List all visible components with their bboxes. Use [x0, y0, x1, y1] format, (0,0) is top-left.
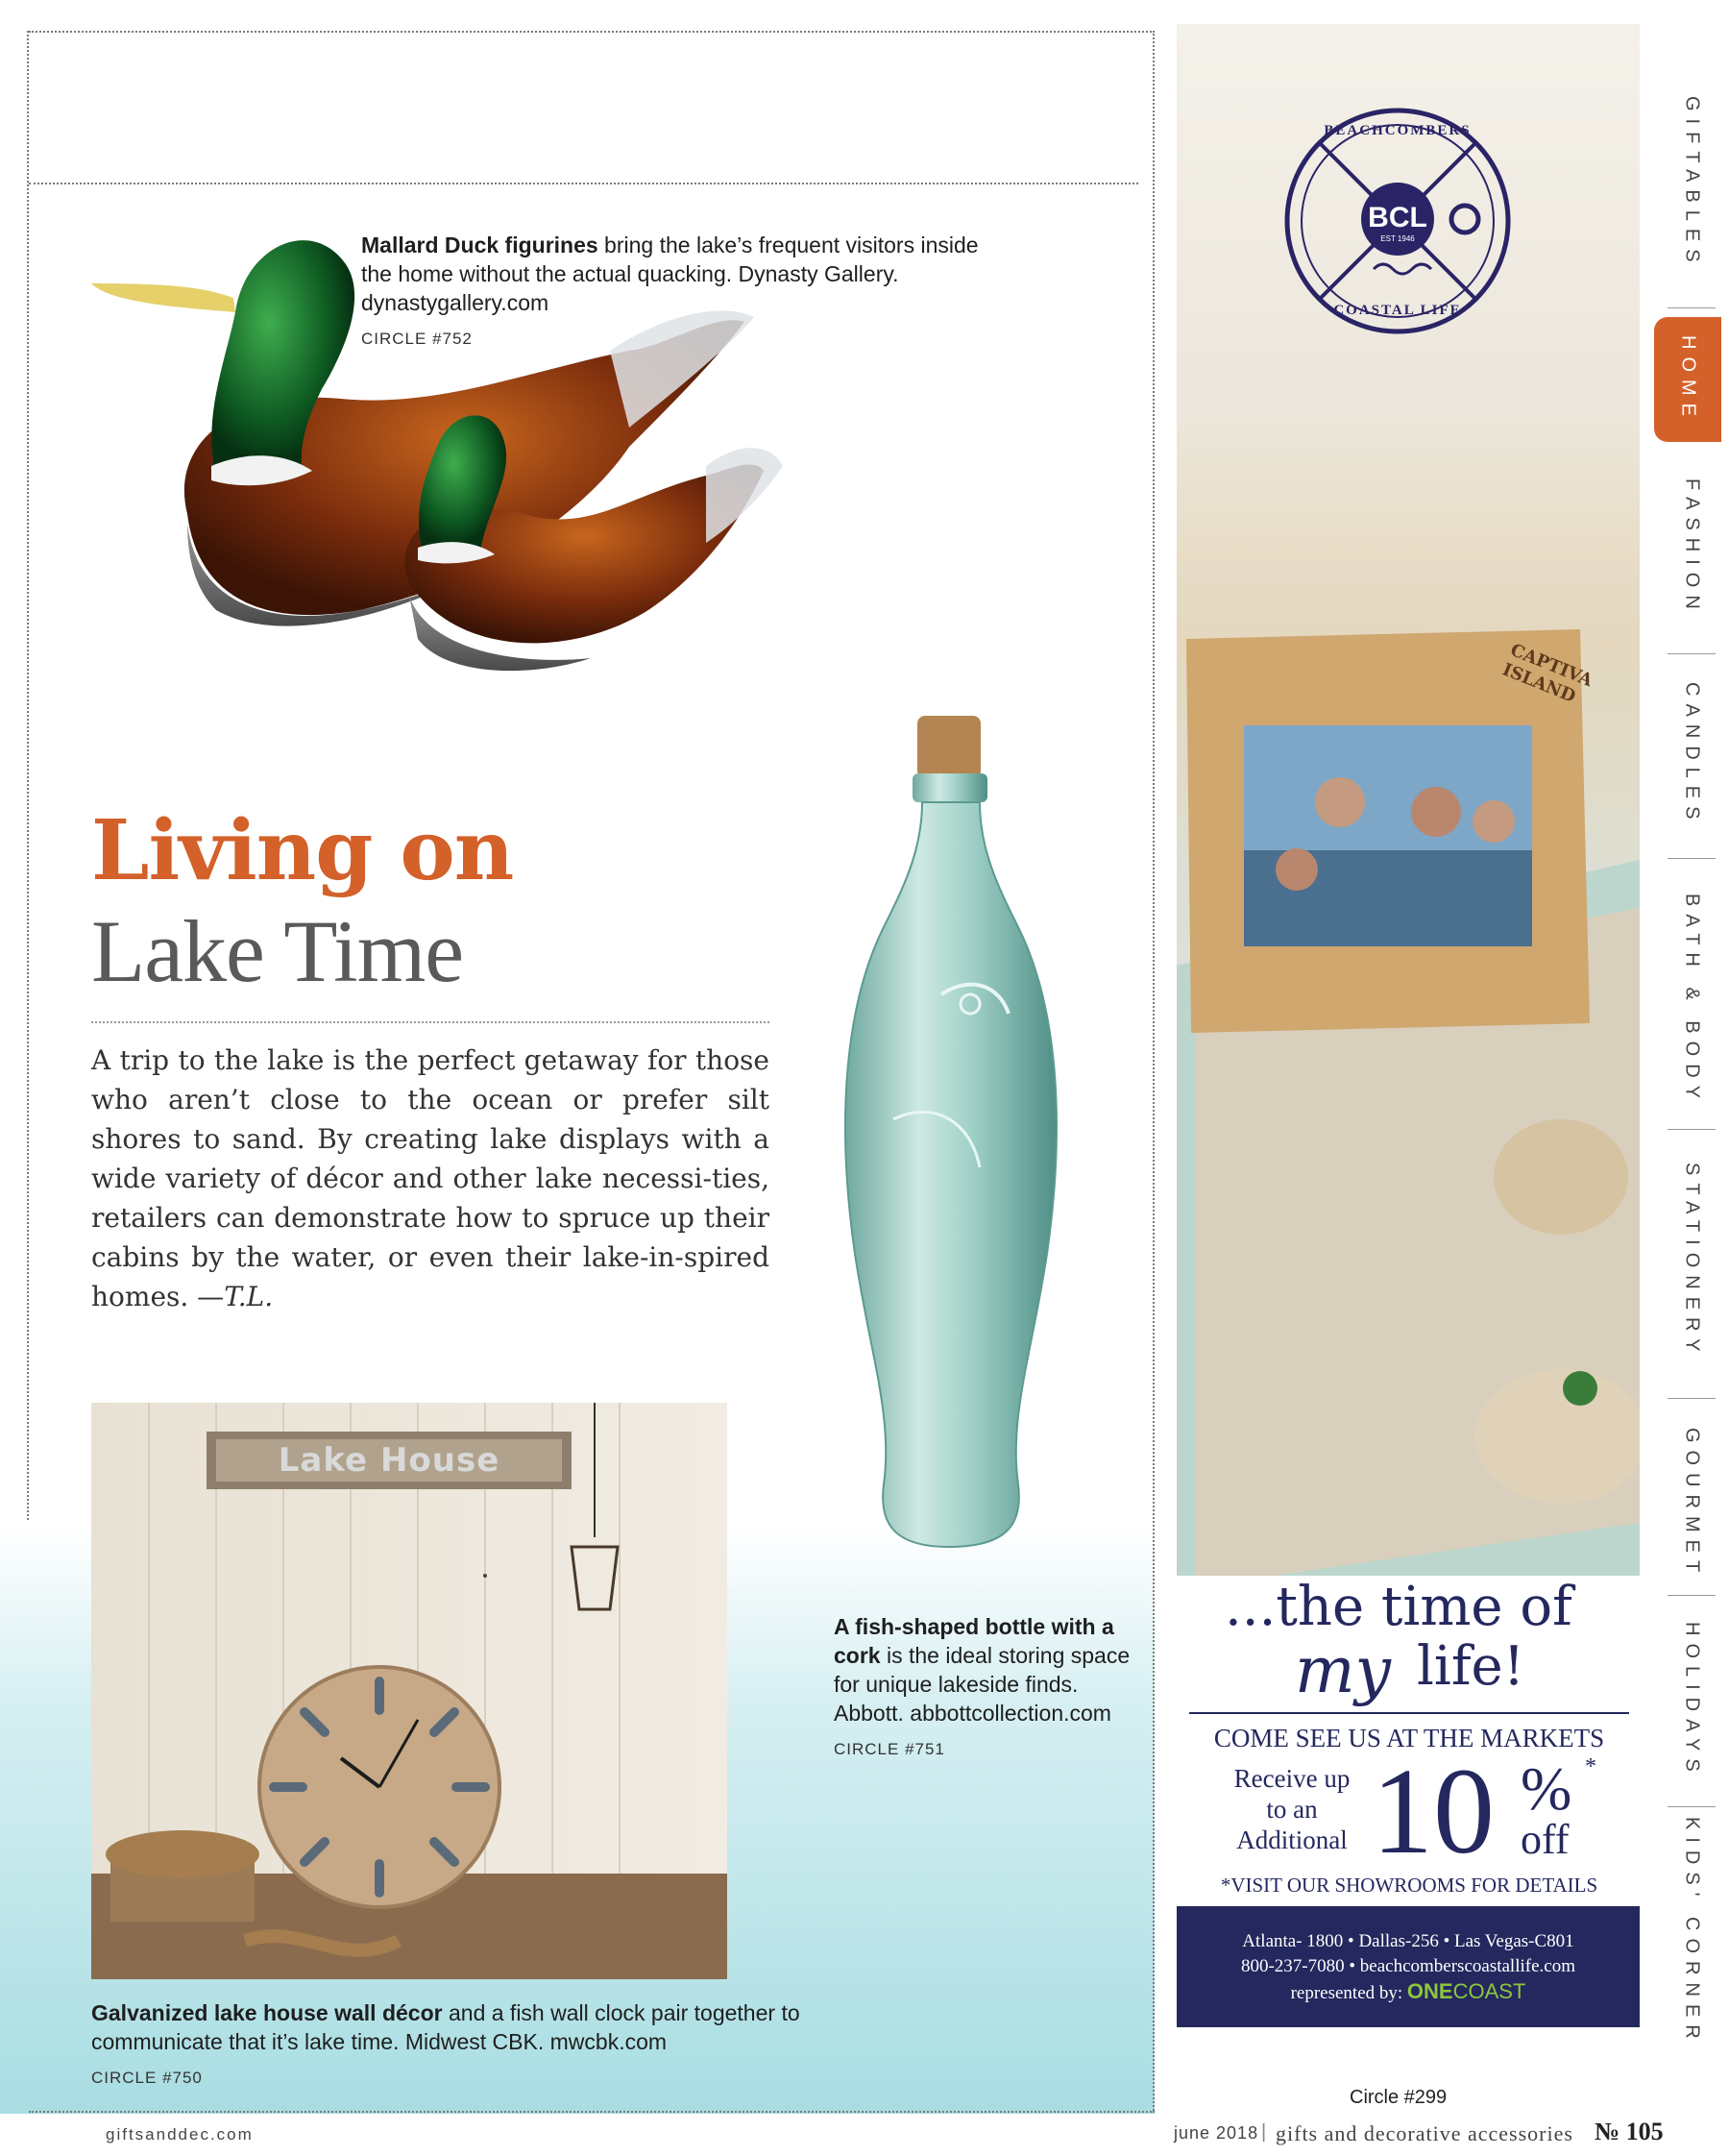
tab-stationery-label: STATIONERY — [1681, 1163, 1703, 1360]
headline-line1: Living on — [91, 802, 514, 899]
wall-caption-text: and a fish wall clock pair together to communicate that it’s lake time. Midwest CBK. mwcbk.com — [91, 2000, 800, 2054]
wall-circle-number: CIRCLE #750 — [91, 2069, 203, 2087]
ad-footer-band — [1177, 1906, 1640, 2027]
ad-tagline-line2: life! — [1417, 1635, 1525, 1698]
lake-house-sign: Lake House — [278, 1441, 500, 1480]
ad-receive-line2: to an — [1266, 1795, 1318, 1824]
headline-line2: Lake Time — [91, 902, 464, 1000]
bottom-dotted-rule — [29, 2111, 1155, 2113]
tab-separator — [1668, 1129, 1716, 1130]
footer-separator: | — [1261, 2121, 1267, 2143]
onecoast-bold: ONE — [1406, 1979, 1453, 2003]
tab-home-label: HOME — [1677, 335, 1699, 424]
ad-asterisk: * — [1585, 1754, 1596, 1779]
tab-separator — [1668, 1398, 1716, 1399]
tab-holidays[interactable] — [1658, 1609, 1725, 1792]
tab-fashion-label: FASHION — [1681, 478, 1703, 617]
footer-date: june 2018 — [1174, 2123, 1259, 2143]
duck-caption-bold: Mallard Duck figurines — [361, 233, 598, 257]
wall-decor-caption — [91, 1998, 821, 2093]
article-body — [91, 1041, 769, 1316]
logo-est-text: EST 1946 — [1380, 234, 1415, 243]
ad-tagline-script: my — [1295, 1633, 1391, 1707]
tab-kids-corner-label: KIDS' CORNER — [1681, 1816, 1703, 2046]
ad-off-text: off — [1521, 1816, 1570, 1863]
ad-contact: 800-237-7080 • beachcomberscoastallife.com — [1240, 1956, 1575, 1976]
tab-holidays-label: HOLIDAYS — [1681, 1622, 1703, 1779]
tab-giftables-label: GIFTABLES — [1681, 95, 1703, 270]
bottle-caption-text: is the ideal storing space for unique lakeside finds. Abbott. abbottcollection.com — [834, 1643, 1131, 1726]
ad-represented-label: represented by: — [1290, 1983, 1403, 2003]
ad-big-number: 10 — [1372, 1743, 1495, 1879]
article-body-text: A trip to the lake is the perfect getaway for those who aren’t close to the ocean or prefer silt shores to sand. By creating lake displays with a wide variety of décor and other lake necessi-ties, retailers can demonstrate how to spruce up their cabins by the water, or even their lake-in-spired homes. — — [91, 1044, 769, 1312]
tab-separator — [1668, 858, 1716, 859]
page-number-value: 105 — [1625, 2118, 1664, 2145]
duck-caption — [361, 231, 995, 354]
beachcombers-ad-photo — [1177, 24, 1640, 1576]
bcl-logo — [1282, 106, 1513, 336]
onecoast-light: COAST — [1452, 1979, 1526, 2003]
ad-receive-line1: Receive up — [1233, 1764, 1351, 1793]
ad-receive-line3: Additional — [1236, 1825, 1348, 1854]
logo-bottom-text: COASTAL LIFE — [1333, 303, 1462, 318]
tab-candles[interactable] — [1658, 668, 1725, 841]
bottle-caption — [834, 1612, 1141, 1764]
fish-bottle-image — [826, 716, 1076, 1556]
tab-bath-body[interactable] — [1658, 870, 1725, 1129]
tab-giftables[interactable] — [1658, 77, 1725, 288]
page-number-prefix: № — [1595, 2118, 1620, 2145]
wall-caption-bold: Galvanized lake house wall décor — [91, 2000, 443, 2025]
tab-fashion[interactable] — [1658, 461, 1725, 634]
tab-gourmet-label: GOURMET — [1681, 1427, 1703, 1580]
headline-rule — [91, 1021, 769, 1023]
tab-separator — [1668, 307, 1716, 308]
ad-visit-text: *VISIT OUR SHOWROOMS FOR DETAILS — [1220, 1874, 1598, 1897]
logo-mid-text: BCL — [1368, 202, 1427, 233]
ad-tagline-line1: ...the time of — [1225, 1576, 1572, 1638]
bottle-caption-bold: A fish-shaped bottle with a cork — [834, 1614, 1114, 1668]
ad-circle-number: Circle #299 — [1350, 2087, 1448, 2108]
tab-gourmet[interactable] — [1658, 1412, 1725, 1595]
tab-kids-corner[interactable] — [1658, 1816, 1725, 2046]
footer-website[interactable]: giftsanddec.com — [106, 2125, 254, 2144]
ad-divider — [1189, 1712, 1629, 1714]
tab-separator — [1668, 1595, 1716, 1596]
section-dotted-rule — [29, 183, 1138, 184]
footer-publication: gifts and decorative accessories — [1276, 2121, 1573, 2145]
logo-top-text: BEACHCOMBERS — [1324, 123, 1472, 138]
ad-represented-line — [1177, 1979, 1640, 2006]
page-number — [1595, 2118, 1664, 2146]
duck-caption-text: bring the lake’s frequent visitors inside the home without the actual quacking. Dynasty Gallery. dynastygallery.com — [361, 233, 979, 315]
top-dotted-rule — [29, 31, 1155, 33]
lake-house-wall-decor-image — [91, 1403, 727, 1979]
ad-locations: Atlanta- 1800 • Dallas-256 • Las Vegas-C801 — [1242, 1931, 1574, 1951]
ad-percent-sign: % — [1521, 1754, 1572, 1823]
ad-receive-block — [1220, 1763, 1364, 1855]
tab-separator — [1668, 653, 1716, 654]
bottle-circle-number: CIRCLE #751 — [834, 1740, 945, 1758]
tab-separator — [1668, 1806, 1716, 1807]
duck-circle-number: CIRCLE #752 — [361, 330, 473, 348]
center-dotted-rule — [1153, 31, 1155, 2111]
tab-candles-label: CANDLES — [1681, 681, 1703, 827]
tab-bath-body-label: BATH & BODY — [1681, 893, 1703, 1106]
tab-home[interactable] — [1654, 317, 1721, 442]
left-dotted-rule — [27, 31, 29, 1520]
tab-stationery[interactable] — [1658, 1143, 1725, 1379]
article-byline: T.L. — [224, 1281, 274, 1312]
captiva-island-text: CAPTIVA ISLAND — [1499, 639, 1595, 707]
ad-markets-text: COME SEE US AT THE MARKETS — [1213, 1724, 1605, 1752]
